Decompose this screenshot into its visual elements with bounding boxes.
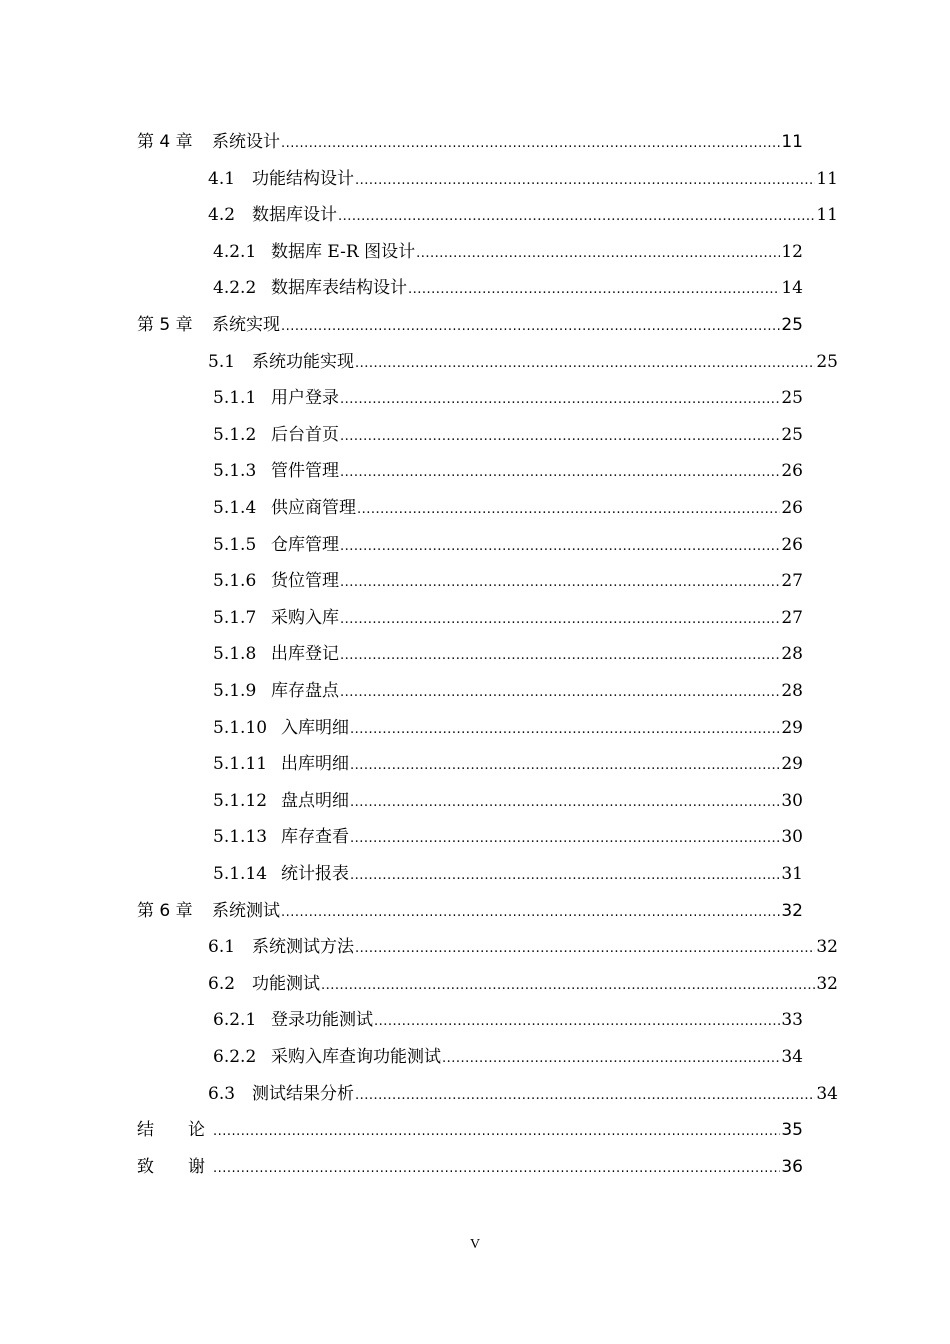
toc-entry[interactable] xyxy=(137,130,803,154)
toc-entry-title: 后台首页 xyxy=(271,424,339,445)
toc-leader-dots xyxy=(350,864,780,888)
toc-leader-dots xyxy=(340,571,780,595)
toc-entry-page: 11 xyxy=(781,132,803,152)
toc-entry-page: 31 xyxy=(781,864,803,884)
toc-entry-page: 11 xyxy=(816,168,838,189)
toc-entry-title: 用户登录 xyxy=(271,388,339,409)
toc-entry-page: 33 xyxy=(781,1010,803,1031)
toc-entry-number: 5.1.11 xyxy=(213,754,268,775)
toc-entry-page: 34 xyxy=(816,1083,838,1104)
page-number: V xyxy=(469,1237,481,1252)
toc-entry-page: 32 xyxy=(816,973,838,994)
toc-entry-page: 34 xyxy=(781,1047,803,1067)
toc-leader-dots xyxy=(213,1157,780,1181)
toc-leader-dots xyxy=(281,132,780,156)
toc-entry-title: 数据库表结构设计 xyxy=(271,278,407,299)
toc-entry-title: 系统功能实现 xyxy=(252,351,354,372)
toc-entry-page: 25 xyxy=(781,315,803,335)
toc-entry-number: 5.1.2 xyxy=(213,424,257,445)
toc-entry-number: 6.3 xyxy=(208,1083,236,1104)
toc-leader-dots xyxy=(355,169,815,193)
toc-leader-dots xyxy=(340,388,780,412)
toc-entry-title: 仓库管理 xyxy=(271,534,339,555)
toc-entry-number: 5.1.5 xyxy=(213,534,257,555)
toc-entry[interactable] xyxy=(213,276,803,300)
toc-entry-title: 测试结果分析 xyxy=(252,1083,354,1104)
toc-entry[interactable] xyxy=(213,1008,803,1032)
toc-entry-page: 11 xyxy=(816,205,838,226)
toc-entry[interactable] xyxy=(213,569,803,593)
toc-entry[interactable] xyxy=(213,862,803,886)
toc-entry[interactable] xyxy=(208,935,838,959)
toc-leader-dots xyxy=(213,1120,780,1144)
toc-leader-dots xyxy=(350,791,780,815)
toc-leader-dots xyxy=(281,901,780,925)
toc-entry[interactable] xyxy=(213,752,803,776)
toc-entry-number: 第 6 章 xyxy=(137,900,193,921)
toc-entry[interactable] xyxy=(213,496,803,520)
toc-leader-dots xyxy=(281,315,780,339)
toc-leader-dots xyxy=(340,461,780,485)
toc-entry-page: 27 xyxy=(781,607,803,628)
toc-leader-dots xyxy=(340,644,780,668)
toc-entry-page: 12 xyxy=(781,241,803,262)
toc-entry[interactable] xyxy=(137,1155,803,1179)
toc-entry-number: 结 论 xyxy=(137,1120,205,1141)
toc-entry-number: 5.1.3 xyxy=(213,461,257,482)
toc-entry-page: 32 xyxy=(816,937,838,958)
toc-entry[interactable] xyxy=(213,716,803,740)
toc-entry-title: 统计报表 xyxy=(281,864,349,884)
toc-entry-title: 数据库 E-R 图设计 xyxy=(271,241,416,262)
toc-entry-title: 系统测试 xyxy=(212,900,280,921)
toc-entry-number: 5.1.9 xyxy=(213,681,257,701)
toc-entry[interactable] xyxy=(137,313,803,337)
toc-entry-page: 36 xyxy=(781,1156,803,1177)
toc-entry-title: 采购入库 xyxy=(271,607,339,628)
toc-entry-number: 5.1.10 xyxy=(213,717,268,738)
toc-entry-page: 26 xyxy=(781,534,803,555)
toc-entry-page: 30 xyxy=(781,827,803,848)
toc-entry-number: 第 4 章 xyxy=(137,132,193,152)
toc-entry[interactable] xyxy=(213,240,803,264)
toc-entry-page: 26 xyxy=(781,461,803,482)
toc-entry-page: 32 xyxy=(781,900,803,921)
toc-entry-number: 5.1 xyxy=(208,351,236,372)
toc-entry[interactable] xyxy=(213,606,803,630)
toc-entry-title: 盘点明细 xyxy=(281,790,349,811)
toc-entry-number: 6.2.2 xyxy=(213,1047,257,1067)
toc-entry-page: 30 xyxy=(781,790,803,811)
toc-entry[interactable] xyxy=(213,789,803,813)
toc-entry-title: 系统设计 xyxy=(212,132,280,152)
toc-entry[interactable] xyxy=(213,386,803,410)
toc-entry-number: 致 谢 xyxy=(137,1156,205,1177)
toc-entry[interactable] xyxy=(208,1082,838,1106)
toc-leader-dots xyxy=(350,754,780,778)
toc-leader-dots xyxy=(340,425,780,449)
toc-entry[interactable] xyxy=(213,825,803,849)
toc-entry-title: 库存查看 xyxy=(281,827,349,848)
toc-entry-page: 25 xyxy=(781,388,803,409)
toc-entry[interactable] xyxy=(208,203,838,227)
toc-entry-title: 入库明细 xyxy=(281,717,349,738)
toc-leader-dots xyxy=(340,681,780,705)
toc-entry-page: 29 xyxy=(781,754,803,775)
toc-entry-page: 28 xyxy=(781,644,803,665)
toc-entry-number: 5.1.12 xyxy=(213,790,268,811)
toc-leader-dots xyxy=(355,1084,815,1108)
toc-entry-number: 5.1.14 xyxy=(213,864,268,884)
toc-entry-number: 5.1.13 xyxy=(213,827,268,848)
toc-entry-title: 库存盘点 xyxy=(271,681,339,701)
toc-entry[interactable] xyxy=(208,972,838,996)
toc-leader-dots xyxy=(357,498,780,522)
toc-leader-dots xyxy=(350,827,780,851)
toc-leader-dots xyxy=(416,242,780,266)
toc-entry-title: 数据库设计 xyxy=(252,205,337,226)
toc-entry[interactable] xyxy=(137,1118,803,1142)
toc-entry-title: 系统测试方法 xyxy=(252,937,354,958)
toc-entry-number: 6.2.1 xyxy=(213,1010,257,1031)
toc-entry-page: 25 xyxy=(781,424,803,445)
toc-entry-number: 5.1.4 xyxy=(213,498,257,518)
toc-leader-dots xyxy=(340,608,780,632)
toc-leader-dots xyxy=(321,974,815,998)
toc-entry-number: 5.1.1 xyxy=(213,388,257,409)
toc-entry-page: 26 xyxy=(781,498,803,518)
toc-entry[interactable] xyxy=(213,459,803,483)
toc-entry-number: 5.1.7 xyxy=(213,607,257,628)
toc-entry-number: 6.2 xyxy=(208,973,236,994)
toc-leader-dots xyxy=(374,1010,780,1034)
toc-entry-page: 14 xyxy=(781,278,803,299)
toc-entry-number: 5.1.8 xyxy=(213,644,257,665)
toc-entry[interactable] xyxy=(213,423,803,447)
toc-entry-number: 4.1 xyxy=(208,168,236,189)
toc-entry-title: 管件管理 xyxy=(271,461,339,482)
toc-entry[interactable] xyxy=(213,1045,803,1069)
toc-leader-dots xyxy=(340,535,780,559)
toc-entry[interactable] xyxy=(208,350,838,374)
toc-entry-page: 25 xyxy=(816,351,838,372)
toc-entry-page: 29 xyxy=(781,717,803,738)
toc-entry-number: 4.2 xyxy=(208,205,236,226)
toc-leader-dots xyxy=(350,718,780,742)
toc-entry-number: 4.2.2 xyxy=(213,278,257,299)
toc-entry-title: 供应商管理 xyxy=(271,498,356,518)
toc-entry-title: 登录功能测试 xyxy=(271,1010,373,1031)
toc-entry[interactable] xyxy=(137,899,803,923)
toc-entry-title: 出库明细 xyxy=(281,754,349,775)
toc-entry-number: 第 5 章 xyxy=(137,315,193,335)
toc-entry[interactable] xyxy=(213,533,803,557)
toc-entry-number: 6.1 xyxy=(208,937,236,958)
toc-leader-dots xyxy=(442,1047,780,1071)
toc-leader-dots xyxy=(355,937,815,961)
toc-entry-title: 采购入库查询功能测试 xyxy=(271,1047,441,1067)
toc-entry-title: 出库登记 xyxy=(271,644,339,665)
toc-leader-dots xyxy=(338,205,815,229)
toc-entry[interactable] xyxy=(208,167,838,191)
toc-entry-title: 货位管理 xyxy=(271,571,339,592)
toc-entry-number: 4.2.1 xyxy=(213,241,257,262)
toc-entry[interactable] xyxy=(213,642,803,666)
toc-entry-title: 系统实现 xyxy=(212,315,280,335)
toc-entry-page: 35 xyxy=(781,1120,803,1141)
toc-entry-title: 功能测试 xyxy=(252,973,320,994)
toc-leader-dots xyxy=(355,352,815,376)
toc-leader-dots xyxy=(408,278,780,302)
toc-entry-number: 5.1.6 xyxy=(213,571,257,592)
toc-entry-title: 功能结构设计 xyxy=(252,168,354,189)
toc-entry[interactable] xyxy=(213,679,803,703)
toc-entry-page: 28 xyxy=(781,681,803,701)
toc-entry-page: 27 xyxy=(781,571,803,592)
